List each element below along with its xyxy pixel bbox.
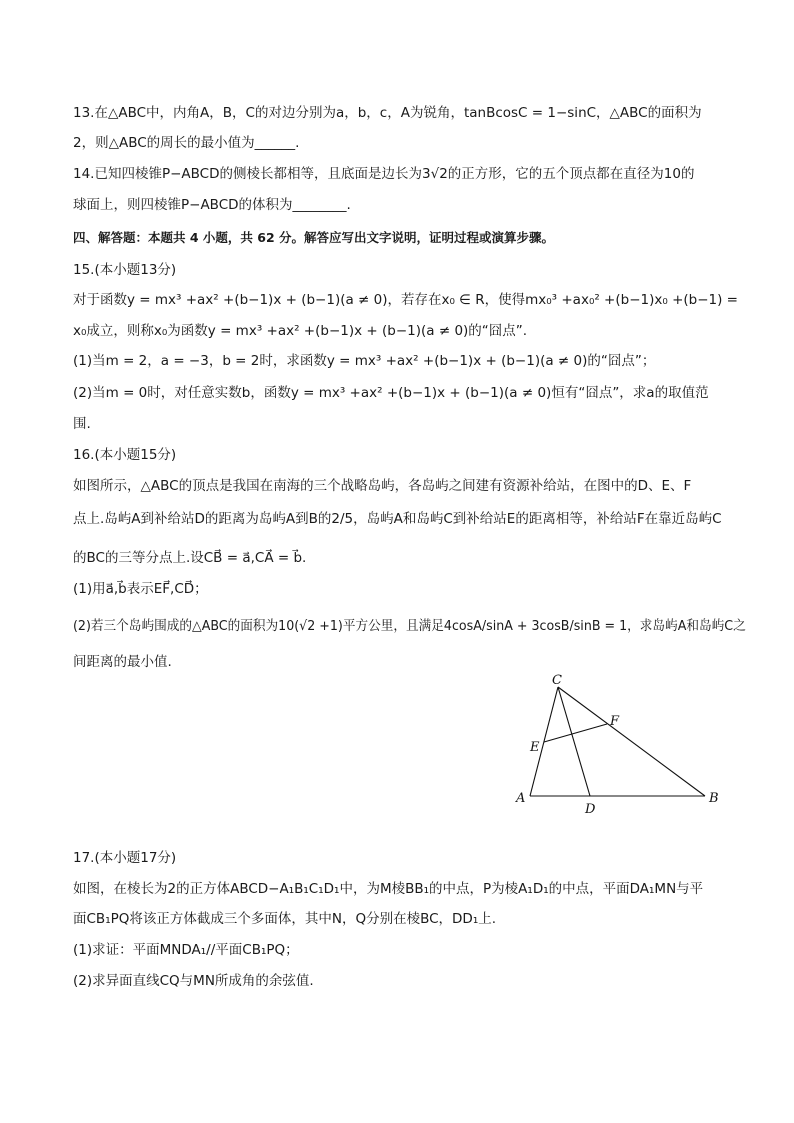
problem-14-line-1: 14.已知四棱锥P−ABCD的侧棱长都相等，且底面是边长为3√2的正方形，它的五个顶点都在直径为10的 [73, 166, 695, 182]
problem-17-part-2: (2)求异面直线CQ与MN所成角的余弦值. [73, 973, 314, 989]
label-e: E [530, 740, 540, 755]
problem-13-line-2: 2，则△ABC的周长的最小值为______. [73, 135, 300, 151]
label-c: C [552, 673, 562, 688]
section-heading: 四、解答题：本题共 4 小题，共 62 分。解答应写出文字说明，证明过程或演算步骤。 [73, 230, 555, 245]
problem-16-line-1: 如图所示，△ABC的顶点是我国在南海的三个战略岛屿，各岛屿之间建有资源补给站，在图中的D、E、F [73, 478, 692, 494]
problem-13-line-1: 13.在△ABC中，内角A，B，C的对边分别为a，b，c，A为锐角，tanBcosC = 1−sinC，△ABC的面积为 [73, 105, 702, 121]
problem-15-part-2: (2)当m = 0时，对任意实数b，函数y = mx³ +ax² +(b−1)x + (b−1)(a ≠ 0)恒有“囧点”，求a的取值范 [73, 385, 709, 401]
label-b: B [709, 791, 719, 806]
problem-15-heading: 15.(本小题13分) [73, 262, 177, 278]
problem-16-heading: 16.(本小题15分) [73, 447, 177, 463]
problem-15-part-2-cont: 围. [73, 416, 91, 432]
problem-16-part-2-cont: 间距离的最小值. [73, 654, 172, 670]
problem-16-part-1: (1)用a⃗,b⃗表示EF⃗,CD⃗； [73, 581, 208, 597]
problem-17-line-1: 如图，在棱长为2的正方体ABCD−A₁B₁C₁D₁中，为M棱BB₁的中点，P为棱A₁D₁的中点，平面DA₁MN与平 [73, 881, 704, 897]
problem-16-part-2: (2)若三个岛屿围成的△ABC的面积为10(√2 +1)平方公里，且满足4cosA/sinA + 3cosB/sinB = 1，求岛屿A和岛屿C之 [73, 618, 746, 634]
label-f: F [610, 714, 620, 729]
problem-14-line-2: 球面上，则四棱锥P−ABCD的体积为________. [73, 197, 351, 213]
problem-15-line-2: x₀成立，则称x₀为函数y = mx³ +ax² +(b−1)x + (b−1)(a ≠ 0)的“囧点”. [73, 323, 528, 339]
problem-15-line-1: 对于函数y = mx³ +ax² +(b−1)x + (b−1)(a ≠ 0)，若存在x₀ ∈ R，使得mx₀³ +ax₀² +(b−1)x₀ +(b−1) = [73, 292, 738, 308]
segment-cd [558, 687, 590, 796]
segment-bc [558, 687, 705, 796]
problem-15-part-1: (1)当m = 2，a = −3，b = 2时，求函数y = mx³ +ax² +(b−1)x + (b−1)(a ≠ 0)的“囧点”； [73, 353, 656, 369]
problem-16-line-2: 点上.岛屿A到补给站D的距离为岛屿A到B的2/5，岛屿A和岛屿C到补给站E的距离相等，补给站F在靠近岛屿C [73, 511, 722, 527]
triangle-figure [505, 672, 735, 822]
segment-ef [544, 724, 607, 742]
problem-17-part-1: (1)求证：平面MNDA₁//平面CB₁PQ； [73, 942, 299, 958]
label-d: D [585, 802, 596, 817]
problem-17-heading: 17.(本小题17分) [73, 850, 177, 866]
problem-16-line-3: 的BC的三等分点上.设CB⃗ = a⃗,CA⃗ = b⃗. [73, 550, 307, 566]
label-a: A [516, 791, 526, 806]
problem-17-line-2: 面CB₁PQ将该正方体截成三个多面体，其中N，Q分别在棱BC，DD₁上. [73, 911, 497, 927]
